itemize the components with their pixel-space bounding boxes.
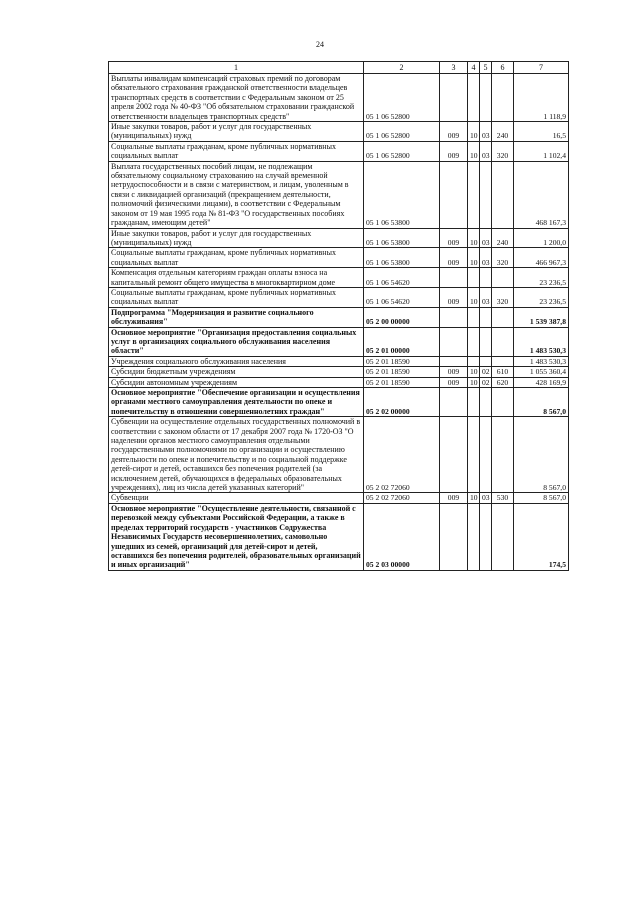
column-header-1: 1 [109, 62, 364, 74]
row-expense-type-cell [492, 356, 514, 366]
row-ministry-cell: 009 [440, 122, 468, 142]
row-expense-type-cell [492, 307, 514, 327]
row-amount-cell: 1 055 360,4 [514, 367, 569, 377]
table-row [109, 228, 569, 248]
table-row [109, 356, 569, 366]
column-header-7: 7 [514, 62, 569, 74]
row-amount-cell: 174,5 [514, 503, 569, 570]
row-amount-cell: 16,5 [514, 122, 569, 142]
row-expense-type-cell [492, 417, 514, 493]
column-header-2: 2 [364, 62, 440, 74]
row-expense-type-cell: 320 [492, 141, 514, 161]
row-amount-cell: 23 236,5 [514, 287, 569, 307]
row-code-cell: 05 1 06 54620 [364, 268, 440, 288]
row-name-cell: Компенсация отдельным категориям граждан оплаты взноса на капитальный ремонт общего имущества в многоквартирном доме [109, 268, 364, 288]
row-amount-cell: 1 200,0 [514, 228, 569, 248]
row-section-cell [468, 161, 480, 228]
table-row [109, 367, 569, 377]
row-expense-type-cell: 320 [492, 287, 514, 307]
row-subsection-cell [480, 307, 492, 327]
row-ministry-cell [440, 307, 468, 327]
row-ministry-cell: 009 [440, 367, 468, 377]
row-ministry-cell [440, 388, 468, 417]
row-amount-cell: 23 236,5 [514, 268, 569, 288]
row-name-cell: Субвенции на осуществление отдельных государственных полномочий в соответствии с законом области от 17 декабря 2007 года № 1720-ОЗ "О наделении органов местного самоуправления отдельными государственными полномочиями по организации и осуществлению деятельности по опеке и попечительству и по социальной поддержке детей-сирот и детей, оставшихся без попечения родителей (за исключением детей, обучающихся в федеральных образовательных учреждениях), лиц из числа детей указанных категорий" [109, 417, 364, 493]
row-code-cell: 05 2 01 18590 [364, 377, 440, 387]
page-number: 24 [316, 40, 324, 49]
table-row [109, 493, 569, 503]
row-subsection-cell: 02 [480, 377, 492, 387]
row-code-cell: 05 2 00 00000 [364, 307, 440, 327]
row-code-cell: 05 2 01 18590 [364, 367, 440, 377]
row-subsection-cell: 02 [480, 367, 492, 377]
row-amount-cell: 8 567,0 [514, 388, 569, 417]
row-name-cell: Выплата государственных пособий лицам, не подлежащим обязательному социальному страхованию на случай временной нетрудоспособности и в связи с материнством, и лицам, уволенным в связи с ликвидацией организаций (прекращением деятельности, полномочий физическими лицами), в соответствии с Федеральным законом от 19 мая 1995 года № 81-ФЗ "О государственных пособиях гражданам, имеющим детей" [109, 161, 364, 228]
row-subsection-cell: 03 [480, 122, 492, 142]
table-row [109, 268, 569, 288]
row-code-cell: 05 2 01 00000 [364, 327, 440, 356]
row-code-cell: 05 2 02 72060 [364, 417, 440, 493]
row-ministry-cell [440, 417, 468, 493]
row-amount-cell: 1 483 530,3 [514, 356, 569, 366]
row-section-cell: 10 [468, 367, 480, 377]
row-subsection-cell [480, 268, 492, 288]
row-name-cell: Иные закупки товаров, работ и услуг для государственных (муниципальных) нужд [109, 228, 364, 248]
row-amount-cell: 428 169,9 [514, 377, 569, 387]
row-ministry-cell [440, 327, 468, 356]
row-section-cell [468, 74, 480, 122]
row-section-cell: 10 [468, 122, 480, 142]
row-section-cell [468, 307, 480, 327]
row-section-cell [468, 417, 480, 493]
row-ministry-cell [440, 356, 468, 366]
row-ministry-cell [440, 503, 468, 570]
row-ministry-cell: 009 [440, 287, 468, 307]
row-expense-type-cell: 240 [492, 122, 514, 142]
row-code-cell: 05 1 06 54620 [364, 287, 440, 307]
row-section-cell [468, 356, 480, 366]
row-expense-type-cell [492, 503, 514, 570]
row-amount-cell: 1 483 530,3 [514, 327, 569, 356]
row-section-cell: 10 [468, 248, 480, 268]
row-subsection-cell: 03 [480, 228, 492, 248]
table-row [109, 248, 569, 268]
row-name-cell: Социальные выплаты гражданам, кроме публичных нормативных социальных выплат [109, 141, 364, 161]
row-expense-type-cell: 610 [492, 367, 514, 377]
row-subsection-cell [480, 74, 492, 122]
row-code-cell: 05 2 01 18590 [364, 356, 440, 366]
row-subsection-cell: 03 [480, 493, 492, 503]
row-name-cell: Учреждения социального обслуживания населения [109, 356, 364, 366]
row-code-cell: 05 1 06 52800 [364, 122, 440, 142]
row-code-cell: 05 2 02 72060 [364, 493, 440, 503]
row-section-cell [468, 268, 480, 288]
row-ministry-cell: 009 [440, 493, 468, 503]
row-subsection-cell: 03 [480, 248, 492, 268]
row-section-cell: 10 [468, 228, 480, 248]
row-amount-cell: 8 567,0 [514, 417, 569, 493]
row-name-cell: Субвенции [109, 493, 364, 503]
row-ministry-cell: 009 [440, 377, 468, 387]
table-row [109, 122, 569, 142]
row-amount-cell: 468 167,3 [514, 161, 569, 228]
row-code-cell: 05 1 06 53800 [364, 161, 440, 228]
row-section-cell [468, 388, 480, 417]
row-ministry-cell: 009 [440, 228, 468, 248]
row-section-cell [468, 503, 480, 570]
row-amount-cell: 8 567,0 [514, 493, 569, 503]
row-subsection-cell [480, 356, 492, 366]
table-row [109, 377, 569, 387]
row-name-cell: Социальные выплаты гражданам, кроме публичных нормативных социальных выплат [109, 287, 364, 307]
row-name-cell: Субсидии автономным учреждениям [109, 377, 364, 387]
row-name-cell: Основное мероприятие "Осуществление деятельности, связанной с перевозкой между субъектами Российской Федерации, а также в пределах территорий государств - участников Содружества Независимых Государств несовершеннолетних, самовольно ушедших из семей, организаций для детей-сирот и детей, оставшихся без попечения родителей, образовательных организаций и иных организаций" [109, 503, 364, 570]
row-code-cell: 05 1 06 53800 [364, 228, 440, 248]
row-expense-type-cell [492, 388, 514, 417]
row-name-cell: Подпрограмма "Модернизация и развитие социального обслуживания" [109, 307, 364, 327]
row-code-cell: 05 2 03 00000 [364, 503, 440, 570]
table-row [109, 307, 569, 327]
row-code-cell: 05 2 02 00000 [364, 388, 440, 417]
row-amount-cell: 1 102,4 [514, 141, 569, 161]
row-amount-cell: 466 967,3 [514, 248, 569, 268]
row-expense-type-cell [492, 74, 514, 122]
row-expense-type-cell: 530 [492, 493, 514, 503]
table-row [109, 74, 569, 122]
row-amount-cell: 1 118,9 [514, 74, 569, 122]
row-ministry-cell [440, 161, 468, 228]
budget-table [108, 61, 569, 571]
row-expense-type-cell [492, 268, 514, 288]
table-row [109, 141, 569, 161]
row-expense-type-cell [492, 327, 514, 356]
table-row [109, 503, 569, 570]
row-code-cell: 05 1 06 53800 [364, 248, 440, 268]
row-expense-type-cell [492, 161, 514, 228]
row-name-cell: Иные закупки товаров, работ и услуг для государственных (муниципальных) нужд [109, 122, 364, 142]
row-expense-type-cell: 620 [492, 377, 514, 387]
row-section-cell: 10 [468, 141, 480, 161]
row-subsection-cell [480, 388, 492, 417]
row-section-cell: 10 [468, 287, 480, 307]
row-subsection-cell: 03 [480, 287, 492, 307]
row-expense-type-cell: 320 [492, 248, 514, 268]
row-ministry-cell: 009 [440, 248, 468, 268]
row-subsection-cell [480, 417, 492, 493]
table-header-row [109, 62, 569, 74]
row-code-cell: 05 1 06 52800 [364, 74, 440, 122]
column-header-6: 6 [492, 62, 514, 74]
row-amount-cell: 1 539 387,8 [514, 307, 569, 327]
row-name-cell: Субсидии бюджетным учреждениям [109, 367, 364, 377]
row-ministry-cell [440, 74, 468, 122]
table-row [109, 417, 569, 493]
table-row [109, 388, 569, 417]
table-row [109, 287, 569, 307]
row-name-cell: Основное мероприятие "Обеспечение организации и осуществления органами местного самоуправления деятельности по опеке и попечительству в отношении совершеннолетних граждан" [109, 388, 364, 417]
row-ministry-cell [440, 268, 468, 288]
row-ministry-cell: 009 [440, 141, 468, 161]
row-expense-type-cell: 240 [492, 228, 514, 248]
row-subsection-cell [480, 327, 492, 356]
column-header-3: 3 [440, 62, 468, 74]
row-subsection-cell [480, 503, 492, 570]
row-code-cell: 05 1 06 52800 [364, 141, 440, 161]
row-section-cell: 10 [468, 493, 480, 503]
row-name-cell: Социальные выплаты гражданам, кроме публичных нормативных социальных выплат [109, 248, 364, 268]
table-row [109, 161, 569, 228]
row-subsection-cell: 03 [480, 141, 492, 161]
column-header-5: 5 [480, 62, 492, 74]
table-row [109, 327, 569, 356]
row-name-cell: Выплаты инвалидам компенсаций страховых премий по договорам обязательного страхования гражданской ответственности владельцев транспортных средств в соответствии с Федеральным законом от 25 апреля 2002 года № 40-ФЗ "Об обязательном страховании гражданской ответственности владельцев транспортных средств" [109, 74, 364, 122]
row-section-cell [468, 327, 480, 356]
row-subsection-cell [480, 161, 492, 228]
row-name-cell: Основное мероприятие "Организация предоставления социальных услуг в организациях социального обслуживания населения области" [109, 327, 364, 356]
column-header-4: 4 [468, 62, 480, 74]
row-section-cell: 10 [468, 377, 480, 387]
